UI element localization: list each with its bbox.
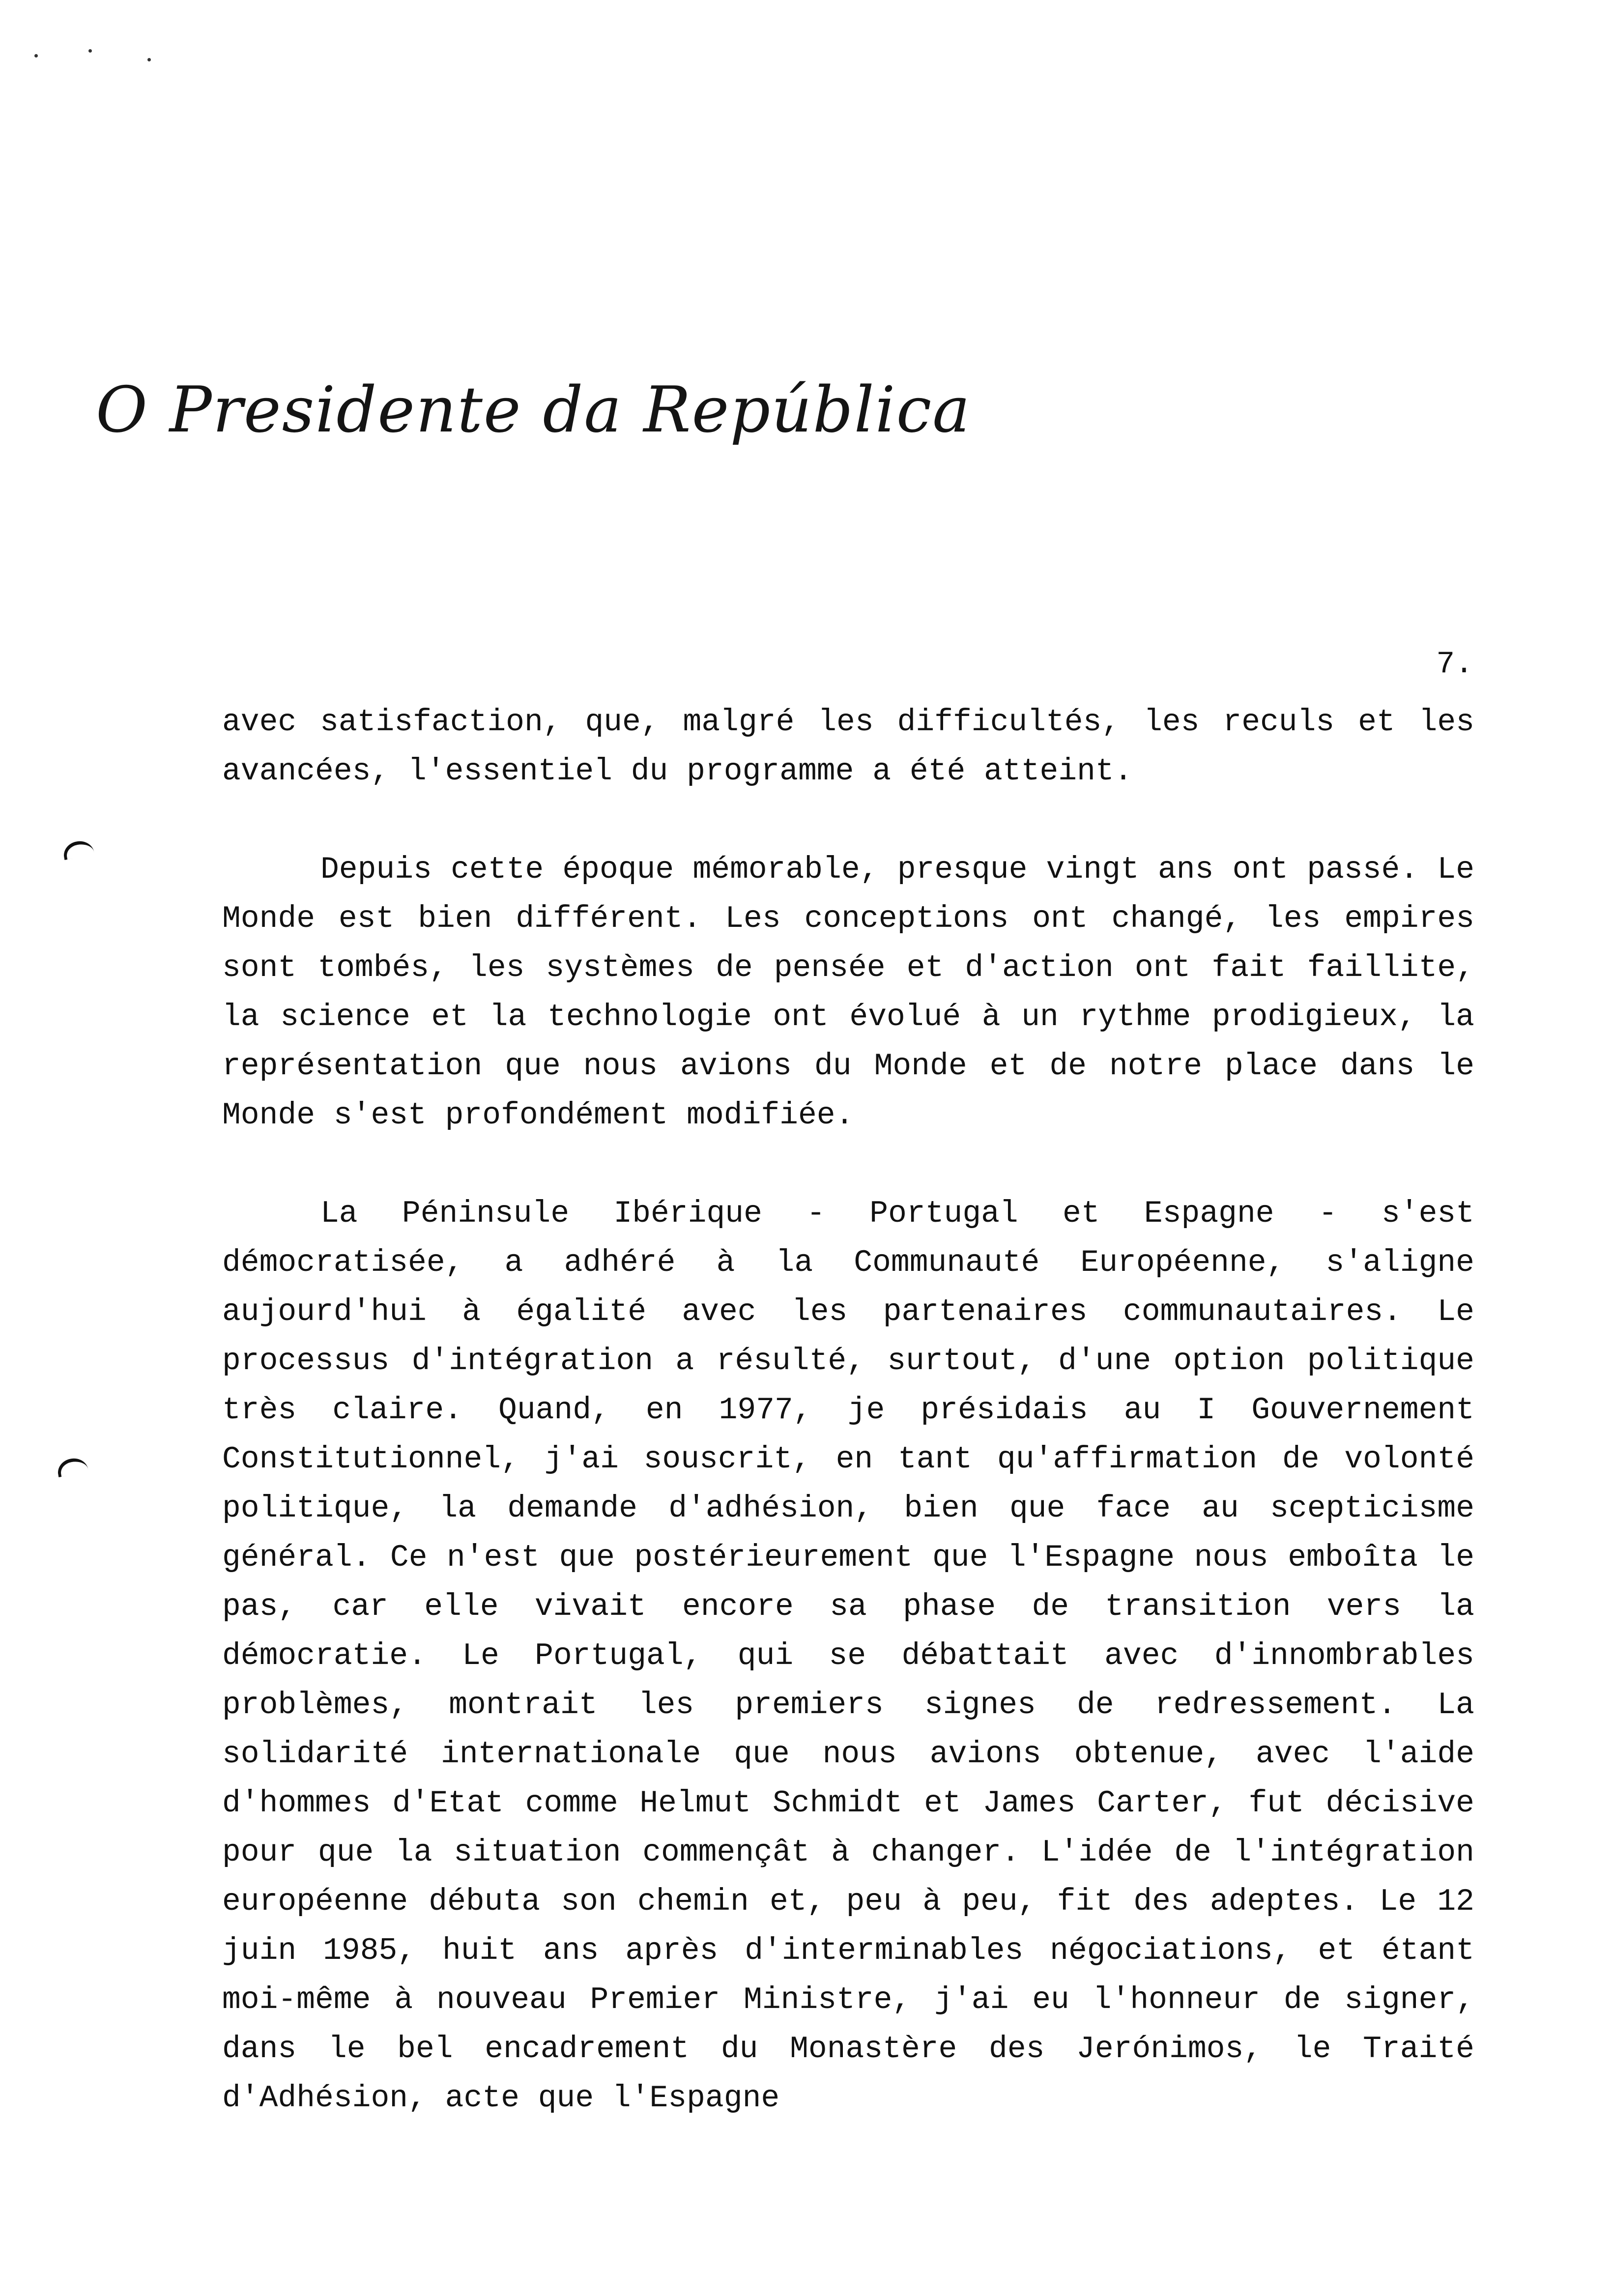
scan-speck: [88, 49, 92, 53]
scan-speck: [147, 58, 151, 61]
margin-mark: [62, 839, 95, 860]
scan-speck: [34, 54, 38, 57]
document-body: [222, 698, 1474, 2172]
letterhead-title: O Presidente da República: [96, 373, 971, 447]
page-number: 7.: [1436, 647, 1473, 682]
paragraph: Depuis cette époque mémorable, presque vingt ans ont passé. Le Monde est bien différent. Les conceptions ont changé, les empires sont tombés, les systèmes de pensée et d'action ont fait faillite, la science et la technologie ont évolué à un rythme prodigieux, la représentation que nous avions du Monde et de notre place dans le Monde s'est profondément modifiée.: [222, 852, 1474, 1133]
paragraph-continuation: avec satisfaction, que, malgré les difficultés, les reculs et les avancées, l'essentiel du programme a été atteint.: [222, 705, 1474, 789]
margin-mark: [56, 1456, 89, 1477]
paragraph: La Péninsule Ibérique - Portugal et Espagne - s'est démocratisée, a adhéré à la Communauté Européenne, s'aligne aujourd'hui à égalité avec les partenaires communautaires. Le processus d'intégration a résulté, surtout, d'une option politique très claire. Quand, en 1977, je présidais au I Gouvernement Constitutionnel, j'ai souscrit, en tant qu'affirmation de volonté politique, la demande d'adhésion, bien que face au scepticisme général. Ce n'est que postérieurement que l'Espagne nous emboîta le pas, car elle vivait encore sa phase de transition vers la démocratie. Le Portugal, qui se débattait avec d'innombrables problèmes, montrait les premiers signes de redressement. La solidarité internationale que nous avions obtenue, avec l'aide d'hommes d'Etat comme Helmut Schmidt et James Carter, fut décisive pour que la situation commençât à changer. L'idée de l'intégration européenne débuta son chemin et, peu à peu, fit des adeptes. Le 12 juin 1985, huit ans après d'interminables négociations, et étant moi-même à nouveau Premier Ministre, j'ai eu l'honneur de signer, dans le bel encadrement du Monastère des Jerónimos, le Traité d'Adhésion, acte que l'Espagne: [222, 1196, 1474, 2116]
